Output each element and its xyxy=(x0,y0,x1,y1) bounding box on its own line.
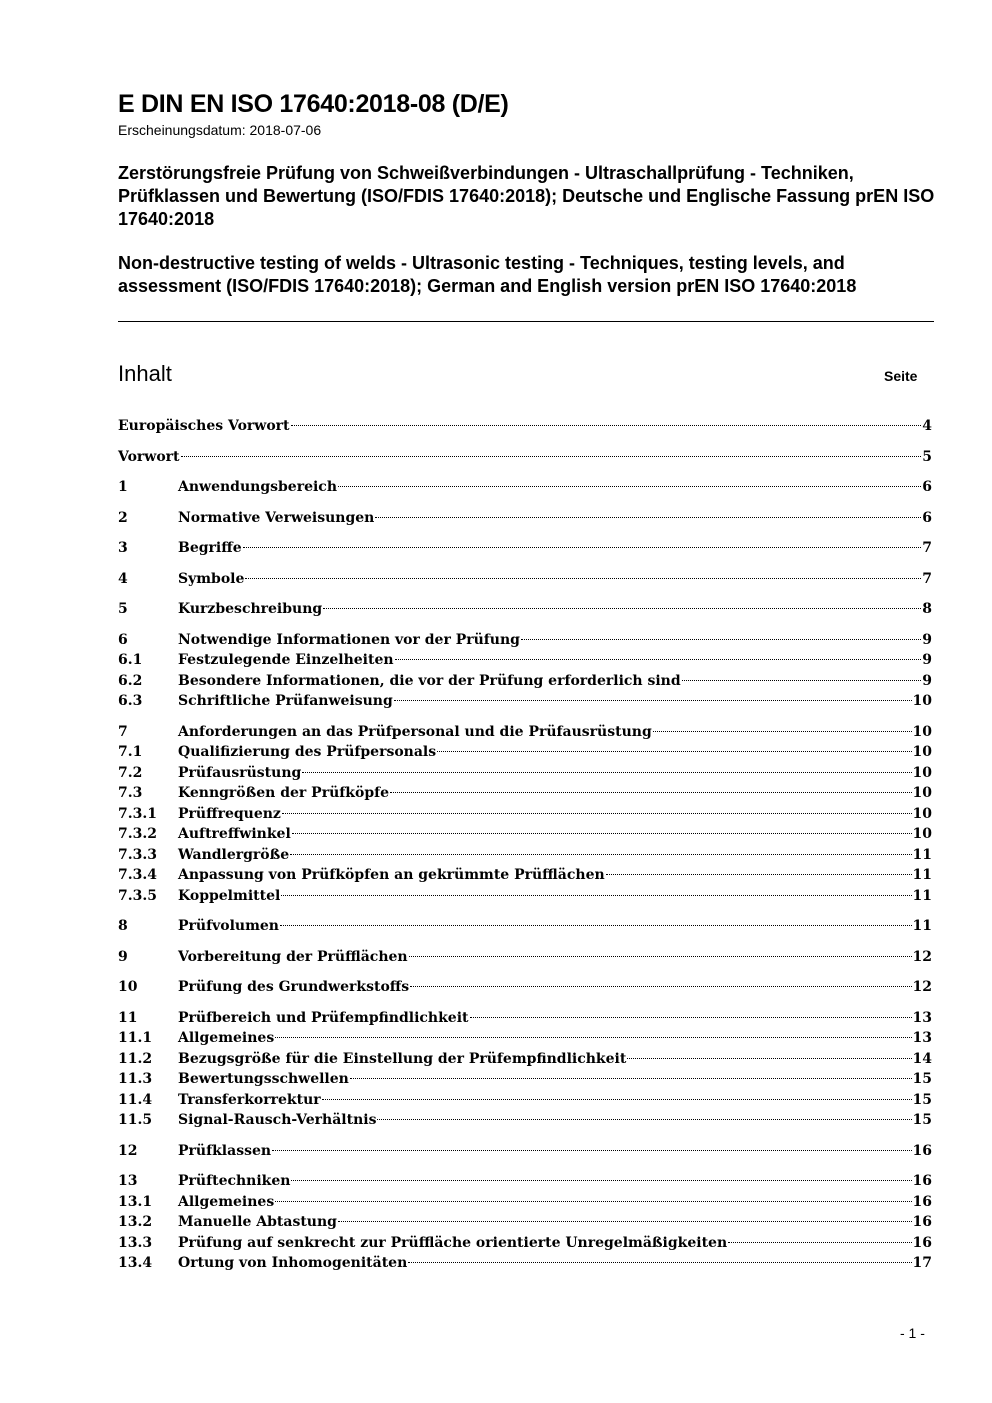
toc-entry-page: 11 xyxy=(912,867,932,883)
dot-leader xyxy=(243,547,922,548)
toc-entry-number: 6.3 xyxy=(118,693,143,709)
toc-entry-line xyxy=(178,1192,932,1213)
dot-leader xyxy=(409,956,912,957)
toc-entry[interactable] xyxy=(118,538,932,559)
dot-leader xyxy=(245,578,921,579)
toc-entry-line xyxy=(178,1008,932,1029)
toc-entry-line xyxy=(178,916,932,937)
toc-entry-page: 7 xyxy=(922,540,932,556)
toc-entry-line xyxy=(178,477,932,498)
toc-entry[interactable] xyxy=(118,1110,932,1131)
dot-leader xyxy=(302,772,911,773)
toc-entry[interactable] xyxy=(118,1141,932,1162)
table-of-contents xyxy=(118,416,932,1274)
dot-leader xyxy=(275,1201,911,1202)
dot-leader xyxy=(408,1262,911,1263)
toc-entry-line xyxy=(118,416,932,437)
toc-entry-number: 11.3 xyxy=(118,1071,153,1087)
toc-entry-page: 6 xyxy=(922,479,932,495)
toc-entry-number: 13.1 xyxy=(118,1193,153,1210)
dot-leader xyxy=(323,608,921,609)
dot-leader xyxy=(395,659,922,660)
toc-entry-title: Begriffe xyxy=(178,540,242,556)
toc-entry[interactable] xyxy=(118,804,932,825)
toc-entry-title: Symbole xyxy=(178,570,245,587)
toc-entry-page: 11 xyxy=(912,887,932,904)
toc-entry[interactable] xyxy=(118,886,932,907)
toc-entry-title: Vorwort xyxy=(118,448,180,465)
toc-entry[interactable] xyxy=(118,977,932,998)
toc-entry-line xyxy=(178,722,932,743)
dot-leader xyxy=(390,792,911,793)
toc-entry[interactable] xyxy=(118,1171,932,1192)
toc-entry-line xyxy=(178,538,932,559)
toc-entry-page: 10 xyxy=(912,723,932,740)
toc-entry-title: Prüfung des Grundwerkstoffs xyxy=(178,979,410,995)
toc-entry-line xyxy=(178,650,932,671)
toc-entry-page: 9 xyxy=(922,631,932,648)
toc-entry-number: 1 xyxy=(118,479,128,495)
toc-entry-line xyxy=(178,845,932,866)
toc-entry-line xyxy=(178,691,932,712)
toc-entry-page: 16 xyxy=(912,1173,932,1189)
toc-entry-line xyxy=(118,447,932,468)
toc-entry-title: Anforderungen an das Prüfpersonal und die Prüfausrüstung xyxy=(178,723,652,740)
toc-entry-number: 6.1 xyxy=(118,652,143,668)
toc-entry-page: 15 xyxy=(912,1071,932,1087)
toc-entry-page: 10 xyxy=(912,764,932,781)
toc-entry-title: Allgemeines xyxy=(178,1193,275,1210)
toc-entry-page: 14 xyxy=(912,1050,932,1067)
dot-leader xyxy=(377,1119,911,1120)
toc-entry-line xyxy=(178,630,932,651)
toc-entry-line xyxy=(178,763,932,784)
toc-entry-number: 7.1 xyxy=(118,744,143,760)
toc-entry-title: Schriftliche Prüfanweisung xyxy=(178,693,393,709)
toc-entry-line xyxy=(178,508,932,529)
dot-leader xyxy=(627,1058,911,1059)
toc-entry-line xyxy=(178,865,932,886)
toc-entry-line xyxy=(178,1069,932,1090)
toc-entry[interactable] xyxy=(118,783,932,804)
toc-entry-page: 10 xyxy=(912,744,932,760)
toc-entry-line xyxy=(178,1171,932,1192)
toc-entry-page: 13 xyxy=(912,1009,932,1026)
toc-entry[interactable] xyxy=(118,447,932,468)
toc-entry[interactable] xyxy=(118,1008,932,1029)
toc-entry-page: 17 xyxy=(912,1255,932,1271)
toc-entry[interactable] xyxy=(118,1049,932,1070)
toc-entry-title: Prüfausrüstung xyxy=(178,764,302,781)
toc-entry-title: Festzulegende Einzelheiten xyxy=(178,652,394,668)
toc-entry[interactable] xyxy=(118,916,932,937)
toc-entry-number: 2 xyxy=(118,509,128,526)
toc-entry-title: Prüfbereich und Prüfempfindlichkeit xyxy=(178,1009,469,1026)
toc-entry-page: 11 xyxy=(912,918,932,934)
toc-entry-title: Prüftechniken xyxy=(178,1173,291,1189)
toc-entry-title: Manuelle Abtastung xyxy=(178,1214,337,1230)
toc-entry[interactable] xyxy=(118,1212,932,1233)
toc-entry-line xyxy=(178,1090,932,1111)
toc-entry-page: 10 xyxy=(912,826,932,842)
title-divider xyxy=(118,321,934,322)
toc-entry-title: Anpassung von Prüfköpfen an gekrümmte Prüfflächen xyxy=(178,867,605,883)
dot-leader xyxy=(606,874,912,875)
toc-entry-number: 13.4 xyxy=(118,1255,153,1271)
dot-leader xyxy=(338,1221,912,1222)
dot-leader xyxy=(272,1150,911,1151)
toc-entry-line xyxy=(178,599,932,620)
toc-entry-title: Anwendungsbereich xyxy=(178,479,337,495)
toc-entry[interactable] xyxy=(118,763,932,784)
toc-entry-number: 11 xyxy=(118,1009,138,1026)
dot-leader xyxy=(280,925,912,926)
publication-date: Erscheinungsdatum: 2018-07-06 xyxy=(118,122,322,138)
toc-entry-title: Kurzbeschreibung xyxy=(178,601,323,617)
toc-entry-line xyxy=(178,947,932,968)
toc-entry-title: Ortung von Inhomogenitäten xyxy=(178,1255,408,1271)
dot-leader xyxy=(181,456,922,457)
toc-entry-number: 11.5 xyxy=(118,1112,153,1128)
toc-entry-number: 7.3.3 xyxy=(118,846,157,863)
toc-entry-line xyxy=(178,783,932,804)
toc-entry-number: 7.3.1 xyxy=(118,805,157,822)
toc-entry-line xyxy=(178,1253,932,1274)
toc-entry-title: Allgemeines xyxy=(178,1030,275,1046)
toc-entry-number: 13 xyxy=(118,1173,138,1189)
toc-entry-page: 10 xyxy=(912,805,932,822)
toc-entry-page: 9 xyxy=(922,672,932,689)
toc-entry-number: 12 xyxy=(118,1142,138,1159)
toc-entry-line xyxy=(178,1233,932,1254)
toc-entry-number: 10 xyxy=(118,979,138,995)
dot-leader xyxy=(410,986,911,987)
toc-entry[interactable] xyxy=(118,947,932,968)
toc-entry[interactable] xyxy=(118,1069,932,1090)
toc-entry-title: Signal-Rausch-Verhältnis xyxy=(178,1112,377,1128)
toc-entry-line xyxy=(178,671,932,692)
dot-leader xyxy=(521,639,921,640)
dot-leader xyxy=(394,700,912,701)
toc-entry-number: 13.2 xyxy=(118,1214,153,1230)
dot-leader xyxy=(470,1017,912,1018)
toc-entry-number: 11.4 xyxy=(118,1091,153,1108)
toc-entry-title: Besondere Informationen, die vor der Prüfung erforderlich sind xyxy=(178,672,681,689)
dot-leader xyxy=(322,1099,912,1100)
dot-leader xyxy=(350,1078,912,1079)
toc-entry-line xyxy=(178,742,932,763)
dot-leader xyxy=(728,1242,911,1243)
dot-leader xyxy=(653,731,912,732)
toc-entry-page: 7 xyxy=(922,570,932,587)
dot-leader xyxy=(375,517,921,518)
toc-entry-line xyxy=(178,1212,932,1233)
toc-entry[interactable] xyxy=(118,1090,932,1111)
dot-leader xyxy=(291,425,922,426)
toc-entry-number: 8 xyxy=(118,918,128,934)
toc-entry[interactable] xyxy=(118,1192,932,1213)
toc-entry-number: 13.3 xyxy=(118,1234,153,1251)
toc-entry-page: 16 xyxy=(912,1234,932,1251)
dot-leader xyxy=(338,486,921,487)
toc-heading: Inhalt xyxy=(118,361,172,386)
toc-entry-page: 9 xyxy=(922,652,932,668)
toc-entry-number: 7 xyxy=(118,723,128,740)
toc-entry[interactable] xyxy=(118,1233,932,1254)
toc-entry-page: 11 xyxy=(912,846,932,863)
toc-entry-number: 5 xyxy=(118,601,128,617)
toc-entry-number: 11.1 xyxy=(118,1030,153,1046)
toc-entry-page: 15 xyxy=(912,1112,932,1128)
toc-entry-page: 16 xyxy=(912,1142,932,1159)
toc-entry[interactable] xyxy=(118,845,932,866)
toc-entry-title: Vorbereitung der Prüfflächen xyxy=(178,948,408,965)
toc-entry-title: Auftreffwinkel xyxy=(178,826,291,842)
toc-entry[interactable] xyxy=(118,722,932,743)
toc-entry-title: Transferkorrektur xyxy=(178,1091,321,1108)
toc-entry-title: Prüfvolumen xyxy=(178,918,279,934)
toc-entry-line xyxy=(178,886,932,907)
toc-entry-title: Kenngrößen der Prüfköpfe xyxy=(178,785,390,801)
dot-leader xyxy=(282,813,912,814)
toc-entry[interactable] xyxy=(118,630,932,651)
dot-leader xyxy=(290,854,911,855)
toc-entry[interactable] xyxy=(118,650,932,671)
dot-leader xyxy=(682,680,922,681)
toc-entry-line xyxy=(178,824,932,845)
toc-entry-number: 7.3.2 xyxy=(118,826,157,842)
toc-entry-page: 15 xyxy=(912,1091,932,1108)
toc-entry-number: 6 xyxy=(118,631,128,648)
toc-entry-line xyxy=(178,1049,932,1070)
toc-entry[interactable] xyxy=(118,671,932,692)
toc-entry[interactable] xyxy=(118,1028,932,1049)
toc-entry-title: Bewertungsschwellen xyxy=(178,1071,349,1087)
toc-entry-number: 7.3.4 xyxy=(118,867,157,883)
toc-entry-number: 4 xyxy=(118,570,128,587)
toc-entry-number: 11.2 xyxy=(118,1050,153,1067)
toc-entry[interactable] xyxy=(118,691,932,712)
dot-leader xyxy=(275,1037,911,1038)
toc-entry-title: Bezugsgröße für die Einstellung der Prüfempfindlichkeit xyxy=(178,1050,627,1067)
title-english: Non-destructive testing of welds - Ultrasonic testing - Techniques, testing levels, and assessment (ISO/FDIS 17640:2018); German and English version prEN ISO 17640:2018 xyxy=(118,253,857,296)
toc-entry-number: 7.2 xyxy=(118,764,143,781)
toc-entry-page: 12 xyxy=(912,979,932,995)
toc-entry-page: 10 xyxy=(912,693,932,709)
toc-entry-page: 16 xyxy=(912,1193,932,1210)
toc-entry-line xyxy=(178,1141,932,1162)
toc-entry-number: 3 xyxy=(118,540,128,556)
dot-leader xyxy=(292,833,912,834)
toc-entry[interactable] xyxy=(118,569,932,590)
toc-entry-page: 10 xyxy=(912,785,932,801)
toc-entry-title: Europäisches Vorwort xyxy=(118,418,290,434)
toc-entry-line xyxy=(178,1110,932,1131)
document-id: E DIN EN ISO 17640:2018-08 (D/E) xyxy=(118,90,509,118)
toc-entry-number: 6.2 xyxy=(118,672,143,689)
toc-entry[interactable] xyxy=(118,599,932,620)
toc-entry-title: Normative Verweisungen xyxy=(178,509,375,526)
toc-entry-line xyxy=(178,569,932,590)
toc-entry-page: 13 xyxy=(912,1030,932,1046)
dot-leader xyxy=(291,1180,911,1181)
toc-entry-title: Prüffrequenz xyxy=(178,805,281,822)
dot-leader xyxy=(437,751,911,752)
toc-entry-title: Notwendige Informationen vor der Prüfung xyxy=(178,631,520,648)
toc-entry[interactable] xyxy=(118,416,932,437)
toc-entry-page: 8 xyxy=(922,601,932,617)
toc-entry[interactable] xyxy=(118,824,932,845)
toc-entry[interactable] xyxy=(118,508,932,529)
toc-entry[interactable] xyxy=(118,477,932,498)
toc-entry-title: Prüfung auf senkrecht zur Prüffläche orientierte Unregelmäßigkeiten xyxy=(178,1234,728,1251)
toc-entry-number: 7.3 xyxy=(118,785,143,801)
toc-entry-line xyxy=(178,1028,932,1049)
toc-entry-page: 4 xyxy=(922,418,932,434)
toc-entry-line xyxy=(178,804,932,825)
toc-entry-title: Qualifizierung des Prüfpersonals xyxy=(178,744,437,760)
title-german: Zerstörungsfreie Prüfung von Schweißverbindungen - Ultraschallprüfung - Techniken, Prüfklassen und Bewertung (ISO/FDIS 17640:2018); Deutsche und Englische Fassung prEN ISO 17640:2018 xyxy=(118,163,935,229)
toc-page-column-label: Seite xyxy=(884,368,918,384)
toc-entry-page: 12 xyxy=(912,948,932,965)
toc-entry-page: 16 xyxy=(912,1214,932,1230)
toc-entry[interactable] xyxy=(118,742,932,763)
toc-entry-number: 9 xyxy=(118,948,128,965)
toc-entry-page: 5 xyxy=(922,448,932,465)
toc-entry-title: Koppelmittel xyxy=(178,887,281,904)
toc-entry-number: 7.3.5 xyxy=(118,887,157,904)
toc-entry[interactable] xyxy=(118,865,932,886)
toc-entry-line xyxy=(178,977,932,998)
toc-entry-title: Prüfklassen xyxy=(178,1142,272,1159)
page-number: - 1 - xyxy=(900,1325,925,1341)
toc-entry-page: 6 xyxy=(922,509,932,526)
toc-entry-title: Wandlergröße xyxy=(178,846,290,863)
dot-leader xyxy=(281,895,911,896)
toc-entry[interactable] xyxy=(118,1253,932,1274)
